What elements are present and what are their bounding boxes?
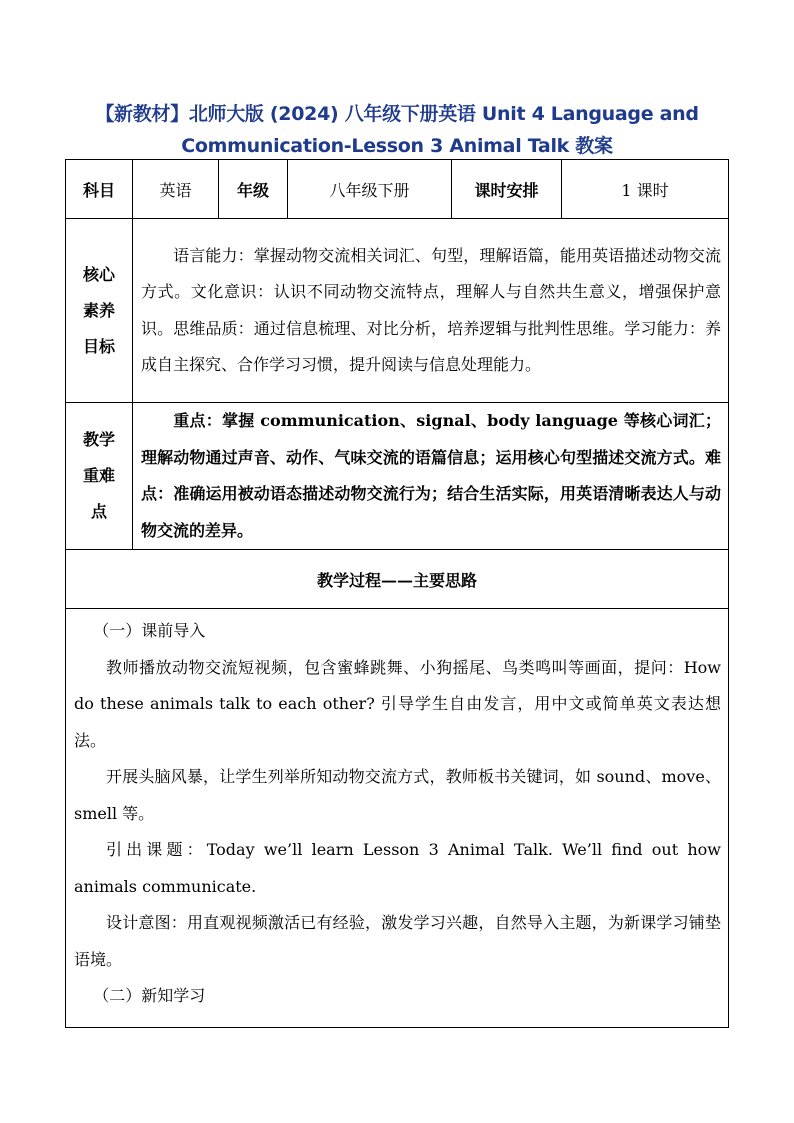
hours-value: 1 课时: [562, 160, 729, 219]
process-title-row: [66, 550, 729, 609]
grade-value: 八年级下册: [288, 160, 452, 219]
key-points-row: [66, 403, 729, 550]
process-paragraph: 教师播放动物交流短视频，包含蜜蜂跳舞、小狗摇尾、鸟类鸣叫等画面，提问：How do these animals talk to each other? 引导学生自由发言，用中文或简单英文表达想法。: [74, 657, 721, 750]
process-body: [66, 609, 729, 1028]
subject-label: 科目: [66, 160, 133, 219]
hours-label: 课时安排: [452, 160, 562, 219]
process-body-row: [66, 609, 729, 1028]
core-goals-text: 语言能力：掌握动物交流相关词汇、句型，理解语篇，能用英语描述动物交流方式。文化意识：认识不同动物交流特点，理解人与自然共生意义，增强保护意识。思维品质：通过信息梳理、对比分析，培养逻辑与批判性思维。学习能力：养成自主探究、合作学习习惯，提升阅读与信息处理能力。: [133, 219, 729, 403]
header-row: [66, 160, 729, 219]
lesson-plan-table: [65, 159, 729, 1028]
key-points-label: 教学 重难 点: [66, 403, 133, 550]
section-heading: （二）新知学习: [93, 986, 206, 1005]
process-paragraph: 引出课题：Today we’ll learn Lesson 3 Animal Talk. We’ll find out how animals communicate.: [74, 840, 721, 896]
section-heading: （一）课前导入: [93, 621, 206, 640]
title-line-2: Communication-Lesson 3 Animal Talk 教案: [181, 135, 613, 157]
process-paragraph: 开展头脑风暴，让学生列举所知动物交流方式，教师板书关键词，如 sound、move、smell 等。: [74, 767, 721, 823]
process-paragraph: 设计意图：用直观视频激活已有经验，激发学习兴趣，自然导入主题，为新课学习铺垫语境。: [74, 913, 721, 969]
grade-label: 年级: [219, 160, 288, 219]
title-line-1: 【新教材】北师大版 (2024) 八年级下册英语 Unit 4 Language and: [95, 103, 699, 125]
document-title: [0, 98, 794, 162]
subject-value: 英语: [133, 160, 219, 219]
key-points-text: 重点：掌握 communication、signal、body language 等核心词汇；理解动物通过声音、动作、气味交流的语篇信息；运用核心句型描述交流方式。难点：准确运用被动语态描述动物交流行为；结合生活实际，用英语清晰表达人与动物交流的差异。: [133, 403, 729, 550]
core-goals-row: [66, 219, 729, 403]
process-title: 教学过程——主要思路: [66, 550, 729, 609]
core-goals-label: 核心 素养 目标: [66, 219, 133, 403]
